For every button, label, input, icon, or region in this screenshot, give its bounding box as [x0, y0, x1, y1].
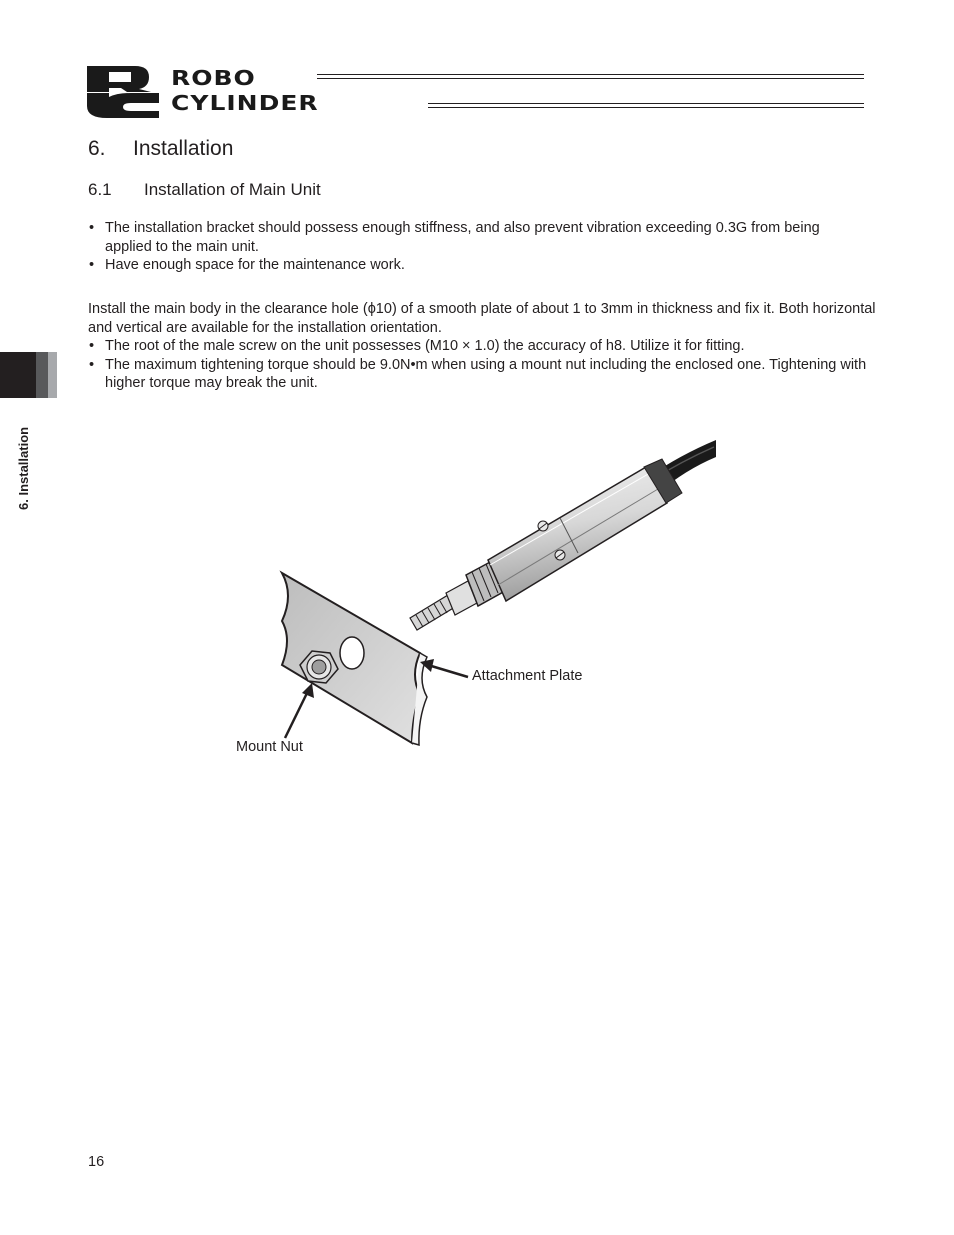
section-heading — [88, 136, 233, 162]
subsection-number: 6.1 — [88, 180, 112, 199]
side-tab-stripe-light — [48, 352, 57, 398]
actuator-body — [488, 467, 667, 601]
plate-arrow-icon — [420, 659, 468, 677]
logo-line-robo: ROBO — [171, 66, 256, 91]
list-item: • The maximum tightening torque should be 9.0N•m when using a mount nut including the enclosed one. Tightening with higher torque may break the unit. — [89, 356, 867, 391]
list-item: • Have enough space for the maintenance work. — [89, 257, 405, 273]
requirements-list — [88, 219, 868, 275]
clearance-hole — [340, 637, 364, 669]
threaded-shaft — [410, 595, 455, 630]
side-tab-stripe — [36, 352, 48, 398]
rc-logo-mark — [87, 66, 171, 118]
installation-paragraph: Install the main body in the clearance hole (ϕ10) of a smooth plate of about 1 to 3mm in thickness and fix it. Both horizontal and vertical are available for the installation orientation. — [88, 301, 876, 336]
label-mount-nut: Mount Nut — [236, 739, 303, 755]
label-attachment-plate: Attachment Plate — [472, 668, 583, 684]
logo-rule-top — [317, 74, 864, 79]
notes-list — [88, 337, 868, 393]
section-title: Installation — [133, 137, 234, 160]
list-item: • The root of the male screw on the unit possesses (M10 × 1.0) the accuracy of h8. Utilize it for fitting. — [89, 338, 745, 354]
robo-cylinder-logo — [87, 66, 867, 118]
installation-illustration — [230, 425, 730, 765]
logo-line-cylinder: CYLINDER — [171, 91, 319, 116]
section-number: 6. — [88, 137, 106, 160]
list-item: • The installation bracket should possess enough stiffness, and also prevent vibration exceeding 0.3G from being applied to the main unit. — [89, 220, 820, 255]
subsection-title: Installation of Main Unit — [144, 180, 321, 199]
logo-rule-bottom — [428, 103, 864, 108]
page-number: 16 — [88, 1154, 105, 1170]
subsection-heading — [88, 179, 321, 201]
nut-arrow-icon — [285, 683, 314, 738]
side-tab-label: 6. Installation — [16, 426, 31, 510]
